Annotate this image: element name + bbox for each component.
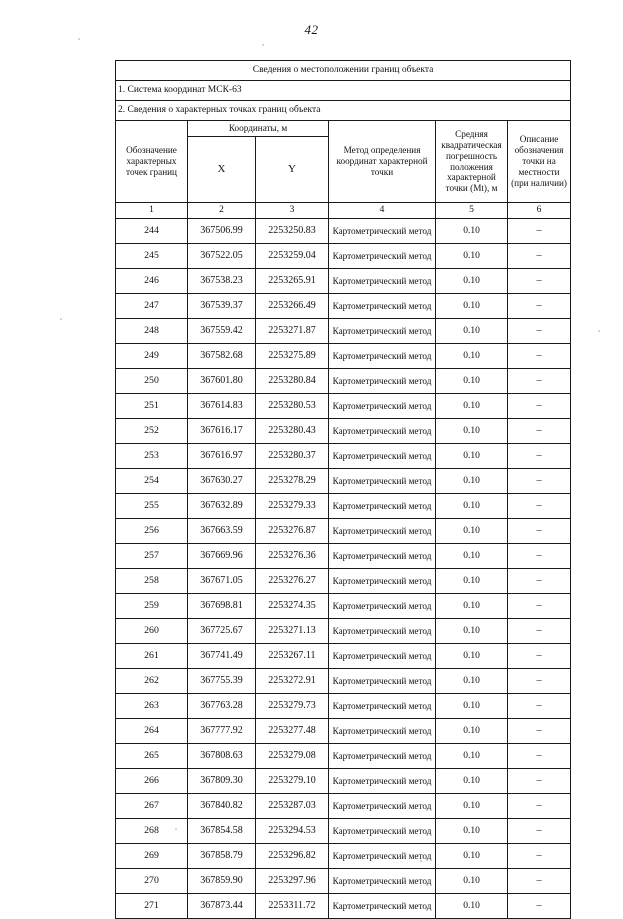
page-number: 42: [304, 22, 319, 37]
cell-coord-x: 367808.63: [188, 744, 256, 769]
boundary-points-table: [115, 60, 571, 919]
cell-description: –: [508, 619, 571, 644]
scan-speck: [78, 38, 80, 40]
cell-point-number: 262: [116, 669, 188, 694]
table-row: [116, 394, 571, 419]
table-row: [116, 669, 571, 694]
cell-method: Картометрический метод: [329, 219, 436, 244]
cell-coord-x: 367741.49: [188, 644, 256, 669]
cell-method: Картометрический метод: [329, 369, 436, 394]
cell-point-number: 255: [116, 494, 188, 519]
cell-method: Картометрический метод: [329, 319, 436, 344]
cell-coord-x: 367582.68: [188, 344, 256, 369]
cell-mt: 0.10: [436, 894, 508, 919]
cell-coord-y: 2253280.53: [256, 394, 329, 419]
cell-mt: 0.10: [436, 719, 508, 744]
table-row: [116, 769, 571, 794]
cell-method: Картометрический метод: [329, 494, 436, 519]
table-section-1-row: [116, 81, 571, 101]
table-row: [116, 244, 571, 269]
cell-method: Картометрический метод: [329, 344, 436, 369]
cell-description: –: [508, 469, 571, 494]
cell-description: –: [508, 844, 571, 869]
cell-coord-x: 367559.42: [188, 319, 256, 344]
cell-description: –: [508, 894, 571, 919]
cell-coord-x: 367539.37: [188, 294, 256, 319]
table-row: [116, 519, 571, 544]
column-number-1: 1: [116, 203, 188, 219]
cell-method: Картометрический метод: [329, 244, 436, 269]
cell-method: Картометрический метод: [329, 569, 436, 594]
cell-description: –: [508, 344, 571, 369]
cell-point-number: 265: [116, 744, 188, 769]
cell-description: –: [508, 744, 571, 769]
column-number-4: 4: [329, 203, 436, 219]
table-row: [116, 344, 571, 369]
cell-method: Картометрический метод: [329, 444, 436, 469]
cell-mt: 0.10: [436, 419, 508, 444]
cell-method: Картометрический метод: [329, 694, 436, 719]
cell-method: Картометрический метод: [329, 769, 436, 794]
header-coord-y: Y: [256, 137, 329, 203]
cell-coord-x: 367763.28: [188, 694, 256, 719]
cell-method: Картометрический метод: [329, 819, 436, 844]
cell-point-number: 256: [116, 519, 188, 544]
cell-mt: 0.10: [436, 669, 508, 694]
cell-point-number: 271: [116, 894, 188, 919]
cell-point-number: 248: [116, 319, 188, 344]
cell-coord-y: 2253259.04: [256, 244, 329, 269]
table-row: [116, 619, 571, 644]
cell-coord-x: 367616.97: [188, 444, 256, 469]
cell-mt: 0.10: [436, 494, 508, 519]
cell-mt: 0.10: [436, 694, 508, 719]
cell-description: –: [508, 719, 571, 744]
cell-mt: 0.10: [436, 369, 508, 394]
table-row: [116, 544, 571, 569]
cell-point-number: 252: [116, 419, 188, 444]
cell-description: –: [508, 694, 571, 719]
cell-description: –: [508, 519, 571, 544]
cell-coord-x: 367601.80: [188, 369, 256, 394]
cell-coord-x: 367840.82: [188, 794, 256, 819]
cell-method: Картометрический метод: [329, 744, 436, 769]
cell-point-number: 261: [116, 644, 188, 669]
header-coords-group: Координаты, м: [188, 121, 329, 137]
cell-point-number: 258: [116, 569, 188, 594]
cell-description: –: [508, 669, 571, 694]
cell-point-number: 254: [116, 469, 188, 494]
cell-coord-x: 367725.67: [188, 619, 256, 644]
cell-coord-x: 367506.99: [188, 219, 256, 244]
cell-coord-y: 2253280.43: [256, 419, 329, 444]
cell-method: Картометрический метод: [329, 594, 436, 619]
cell-description: –: [508, 494, 571, 519]
table-row: [116, 444, 571, 469]
cell-description: –: [508, 544, 571, 569]
cell-mt: 0.10: [436, 244, 508, 269]
cell-point-number: 244: [116, 219, 188, 244]
cell-description: –: [508, 244, 571, 269]
cell-method: Картометрический метод: [329, 619, 436, 644]
cell-coord-y: 2253279.10: [256, 769, 329, 794]
cell-mt: 0.10: [436, 394, 508, 419]
cell-mt: 0.10: [436, 344, 508, 369]
cell-coord-y: 2253280.84: [256, 369, 329, 394]
cell-description: –: [508, 819, 571, 844]
cell-mt: 0.10: [436, 819, 508, 844]
cell-coord-y: 2253267.11: [256, 644, 329, 669]
table-row: [116, 744, 571, 769]
cell-point-number: 245: [116, 244, 188, 269]
table-row: [116, 319, 571, 344]
cell-mt: 0.10: [436, 444, 508, 469]
cell-point-number: 263: [116, 694, 188, 719]
cell-point-number: 267: [116, 794, 188, 819]
cell-method: Картометрический метод: [329, 869, 436, 894]
cell-point-number: 270: [116, 869, 188, 894]
cell-coord-x: 367698.81: [188, 594, 256, 619]
cell-mt: 0.10: [436, 594, 508, 619]
table-row: [116, 369, 571, 394]
cell-mt: 0.10: [436, 744, 508, 769]
cell-mt: 0.10: [436, 519, 508, 544]
cell-description: –: [508, 644, 571, 669]
cell-coord-y: 2253278.29: [256, 469, 329, 494]
cell-coord-y: 2253279.73: [256, 694, 329, 719]
cell-coord-y: 2253276.87: [256, 519, 329, 544]
cell-coord-y: 2253271.87: [256, 319, 329, 344]
header-coord-x: X: [188, 137, 256, 203]
table-row: [116, 219, 571, 244]
cell-description: –: [508, 444, 571, 469]
cell-description: –: [508, 594, 571, 619]
table-row: [116, 469, 571, 494]
table-row: [116, 819, 571, 844]
table-row: [116, 719, 571, 744]
cell-mt: 0.10: [436, 844, 508, 869]
cell-coord-x: 367630.27: [188, 469, 256, 494]
column-number-2: 2: [188, 203, 256, 219]
cell-point-number: 251: [116, 394, 188, 419]
cell-method: Картометрический метод: [329, 519, 436, 544]
cell-coord-y: 2253265.91: [256, 269, 329, 294]
header-mean-square-error: Средняя квадратическая погрешность положения характерной точки (Мt), м: [436, 121, 508, 203]
cell-mt: 0.10: [436, 469, 508, 494]
table-row: [116, 294, 571, 319]
cell-coord-y: 2253276.36: [256, 544, 329, 569]
cell-coord-y: 2253271.13: [256, 619, 329, 644]
cell-point-number: 249: [116, 344, 188, 369]
cell-coord-y: 2253250.83: [256, 219, 329, 244]
section-characteristic-points: 2. Сведения о характерных точках границ объекта: [116, 101, 571, 121]
cell-description: –: [508, 269, 571, 294]
cell-point-number: 260: [116, 619, 188, 644]
cell-point-number: 253: [116, 444, 188, 469]
cell-coord-x: 367632.89: [188, 494, 256, 519]
cell-coord-y: 2253297.96: [256, 869, 329, 894]
cell-mt: 0.10: [436, 794, 508, 819]
cell-coord-x: 367858.79: [188, 844, 256, 869]
cell-mt: 0.10: [436, 644, 508, 669]
cell-mt: 0.10: [436, 569, 508, 594]
table-row: [116, 794, 571, 819]
cell-point-number: 259: [116, 594, 188, 619]
cell-coord-y: 2253275.89: [256, 344, 329, 369]
cell-point-number: 247: [116, 294, 188, 319]
cell-description: –: [508, 294, 571, 319]
cell-coord-y: 2253279.33: [256, 494, 329, 519]
cell-mt: 0.10: [436, 294, 508, 319]
scan-speck: [60, 318, 62, 320]
table-row: [116, 569, 571, 594]
cell-method: Картометрический метод: [329, 394, 436, 419]
cell-coord-y: 2253279.08: [256, 744, 329, 769]
table-row: [116, 594, 571, 619]
cell-method: Картометрический метод: [329, 719, 436, 744]
cell-mt: 0.10: [436, 869, 508, 894]
cell-method: Картометрический метод: [329, 544, 436, 569]
cell-coord-x: 367809.30: [188, 769, 256, 794]
table-row: [116, 494, 571, 519]
cell-point-number: 266: [116, 769, 188, 794]
cell-point-number: 257: [116, 544, 188, 569]
table-row: [116, 694, 571, 719]
cell-mt: 0.10: [436, 619, 508, 644]
cell-coord-y: 2253276.27: [256, 569, 329, 594]
cell-coord-x: 367859.90: [188, 869, 256, 894]
cell-coord-x: 367538.23: [188, 269, 256, 294]
cell-mt: 0.10: [436, 219, 508, 244]
column-number-3: 3: [256, 203, 329, 219]
table-row: [116, 644, 571, 669]
cell-description: –: [508, 419, 571, 444]
cell-mt: 0.10: [436, 544, 508, 569]
cell-description: –: [508, 369, 571, 394]
cell-mt: 0.10: [436, 319, 508, 344]
cell-method: Картометрический метод: [329, 894, 436, 919]
cell-coord-y: 2253296.82: [256, 844, 329, 869]
cell-coord-x: 367854.58: [188, 819, 256, 844]
cell-coord-x: 367671.05: [188, 569, 256, 594]
header-point-label: Обозначение характерных точек границ: [116, 121, 188, 203]
column-number-5: 5: [436, 203, 508, 219]
cell-coord-x: 367755.39: [188, 669, 256, 694]
cell-coord-y: 2253272.91: [256, 669, 329, 694]
table-body: [116, 219, 571, 919]
cell-coord-x: 367663.59: [188, 519, 256, 544]
cell-coord-x: 367669.96: [188, 544, 256, 569]
cell-method: Картометрический метод: [329, 844, 436, 869]
cell-method: Картометрический метод: [329, 644, 436, 669]
cell-coord-x: 367614.83: [188, 394, 256, 419]
cell-description: –: [508, 569, 571, 594]
header-description: Описание обозначения точки на местности (при наличии): [508, 121, 571, 203]
cell-description: –: [508, 769, 571, 794]
cell-mt: 0.10: [436, 769, 508, 794]
cell-coord-x: 367522.05: [188, 244, 256, 269]
cell-method: Картометрический метод: [329, 294, 436, 319]
cell-point-number: 268: [116, 819, 188, 844]
cell-coord-y: 2253287.03: [256, 794, 329, 819]
cell-coord-y: 2253311.72: [256, 894, 329, 919]
table-row: [116, 419, 571, 444]
cell-description: –: [508, 794, 571, 819]
cell-method: Картометрический метод: [329, 269, 436, 294]
column-number-6: 6: [508, 203, 571, 219]
table-row: [116, 894, 571, 919]
document-banner-title: Сведения о местоположении границ объекта: [116, 61, 571, 81]
cell-coord-y: 2253274.35: [256, 594, 329, 619]
cell-coord-x: 367873.44: [188, 894, 256, 919]
cell-coord-y: 2253266.49: [256, 294, 329, 319]
cell-description: –: [508, 394, 571, 419]
cell-coord-x: 367616.17: [188, 419, 256, 444]
table-row: [116, 844, 571, 869]
cell-coord-x: 367777.92: [188, 719, 256, 744]
cell-method: Картометрический метод: [329, 669, 436, 694]
section-coordinate-system: 1. Система координат МСК-63: [116, 81, 571, 101]
cell-description: –: [508, 869, 571, 894]
cell-description: –: [508, 219, 571, 244]
cell-method: Картометрический метод: [329, 794, 436, 819]
cell-description: –: [508, 319, 571, 344]
table-header-row-top: [116, 121, 571, 137]
table-row: [116, 269, 571, 294]
cell-method: Картометрический метод: [329, 419, 436, 444]
cell-coord-y: 2253280.37: [256, 444, 329, 469]
cell-point-number: 246: [116, 269, 188, 294]
table-column-number-row: [116, 203, 571, 219]
cell-coord-y: 2253294.53: [256, 819, 329, 844]
cell-method: Картометрический метод: [329, 469, 436, 494]
cell-coord-y: 2253277.48: [256, 719, 329, 744]
table-banner-row: [116, 61, 571, 81]
cell-point-number: 269: [116, 844, 188, 869]
cell-point-number: 250: [116, 369, 188, 394]
scan-speck: [598, 330, 600, 332]
table-section-2-row: [116, 101, 571, 121]
cell-mt: 0.10: [436, 269, 508, 294]
table-row: [116, 869, 571, 894]
header-method: Метод определения координат характерной точки: [329, 121, 436, 203]
scan-speck: [262, 44, 264, 46]
cell-point-number: 264: [116, 719, 188, 744]
